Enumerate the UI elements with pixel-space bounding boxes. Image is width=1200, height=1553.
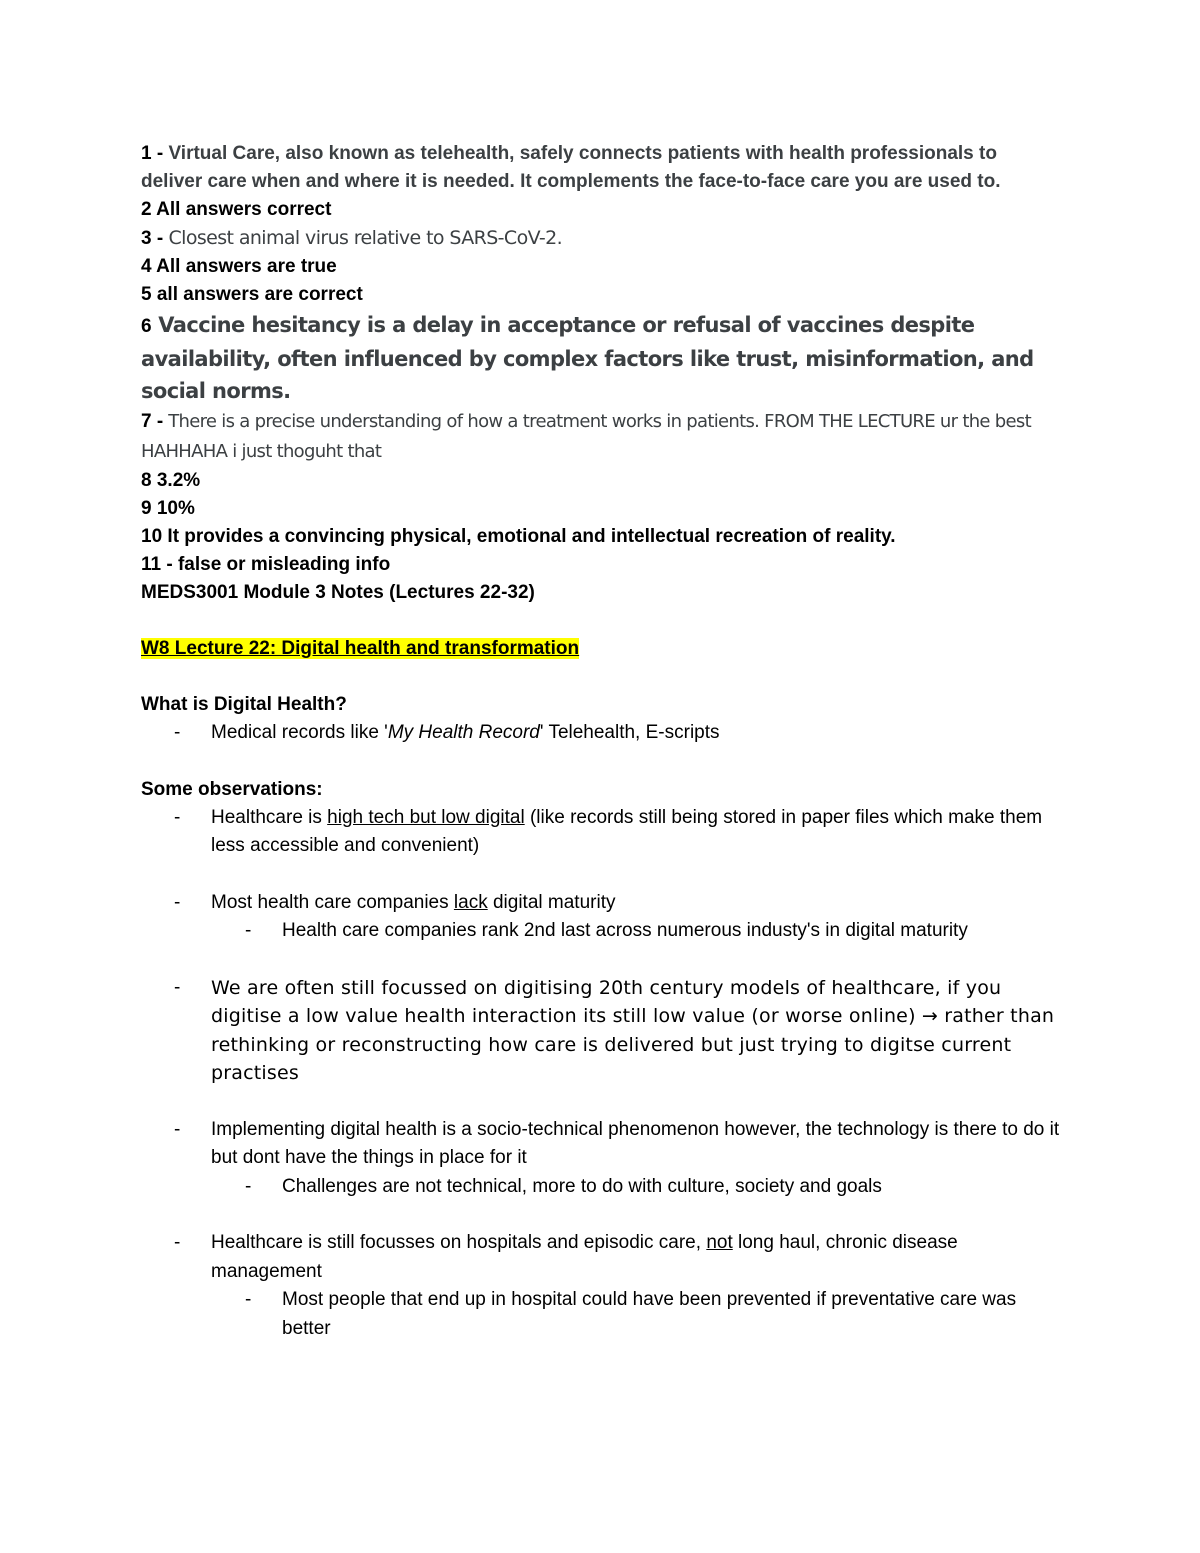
answer-text: There is a precise understanding of how a treatment works in patients. FROM THE LECTURE ur the best (168, 411, 1031, 432)
spacer (141, 1088, 1061, 1116)
bullet-dash: - (245, 1289, 252, 1310)
highlighted-title: W8 Lecture 22: Digital health and transformation (141, 638, 580, 659)
underlined-text: high tech but low digital (327, 806, 525, 828)
answer-number: 6 (141, 316, 152, 337)
spacer (141, 1201, 1061, 1229)
underlined-text: lack (453, 891, 488, 913)
answer-10: 10 It provides a convincing physical, emotional and intellectual recreation of reality. (141, 526, 896, 547)
text: digital maturity (487, 891, 616, 913)
bullet-item (141, 974, 1061, 1088)
bullet-dash: - (245, 1175, 252, 1197)
answer-text: Closest animal virus relative to SARS-CoV-2. (168, 227, 563, 249)
bullet-dash: - (174, 806, 181, 828)
answer-11: 11 - false or misleading info (141, 554, 391, 575)
spacer (141, 663, 1061, 691)
section-heading-observations: Some observations: (141, 778, 323, 800)
section-heading-what-is: What is Digital Health? (141, 694, 347, 715)
document-page (141, 140, 1061, 1343)
bullet-dash: - (174, 1232, 181, 1253)
spacer (141, 607, 1061, 635)
module-title: MEDS3001 Module 3 Notes (Lectures 22-32) (141, 582, 535, 603)
text: We are often still focussed on digitising 20th century models of healthcare, if you digitise a low value health interaction its still low value (or worse online) → rather than rethinking or reconstructing how care is delivered but just trying to digitse current practises (211, 976, 1055, 1084)
answer-4: 4 All answers are true (141, 256, 337, 277)
text: Healthcare is (211, 806, 328, 828)
lecture-title (141, 635, 1061, 663)
answer-1 (141, 140, 1061, 196)
answer-number: 1 - (141, 143, 164, 164)
answer-number: 3 - (141, 228, 164, 249)
answer-5: 5 all answers are correct (141, 284, 363, 305)
bullet-dash: - (245, 920, 252, 941)
sub-bullet-item (141, 1286, 1061, 1343)
bullet-item (141, 1116, 1061, 1173)
answer-6 (141, 309, 1061, 407)
answer-number: 7 - (141, 411, 164, 432)
spacer (141, 861, 1061, 889)
text: (like records still being stored in paper files which make them less accessible and convenient) (211, 806, 1043, 856)
text: ' Telehealth, E-scripts (539, 722, 720, 743)
bullet-item (141, 889, 1061, 918)
text: Medical records like ' (211, 722, 388, 743)
text: Most people that end up in hospital could have been prevented if preventative care was better (282, 1289, 1017, 1339)
sub-bullet-item (141, 1173, 1061, 1202)
answer-7-note: HAHHAHA i just thoguht that (141, 441, 382, 462)
bullet-item (141, 804, 1061, 861)
bullet-item (141, 719, 1061, 748)
sub-bullet-item (141, 917, 1061, 946)
answer-3 (141, 224, 1061, 253)
text: Challenges are not technical, more to do with culture, society and goals (282, 1175, 882, 1197)
spacer (141, 748, 1061, 776)
bullet-dash: - (174, 1118, 181, 1140)
answer-9: 9 10% (141, 498, 195, 519)
text: long haul, chronic disease management (211, 1232, 958, 1282)
text: Implementing digital health is a socio-technical phenomenon however, the technology is there to do it but dont have the things in place for it (211, 1118, 1060, 1168)
spacer (141, 946, 1061, 974)
bullet-item (141, 1229, 1061, 1286)
italic-text: My Health Record (387, 722, 540, 743)
answer-text: Vaccine hesitancy is a delay in acceptance or refusal of vaccines despite availability, often influenced by complex factors like trust, misinformation, and social norms. (141, 313, 1034, 403)
text: Health care companies rank 2nd last across numerous industy's in digital maturity (282, 920, 968, 941)
answer-7 (141, 407, 1061, 437)
bullet-dash: - (174, 976, 181, 998)
bullet-dash: - (174, 891, 181, 913)
text: Most health care companies (211, 891, 454, 913)
answer-2: 2 All answers correct (141, 199, 332, 220)
bullet-dash: - (174, 722, 181, 743)
text: Healthcare is still focusses on hospitals and episodic care, (211, 1232, 707, 1253)
underlined-text: not (706, 1232, 733, 1253)
answer-text: Virtual Care, also known as telehealth, safely connects patients with health professionals to deliver care when and where it is needed. It complements the face-to-face care you are used to. (141, 143, 1001, 192)
answer-8: 8 3.2% (141, 470, 201, 491)
